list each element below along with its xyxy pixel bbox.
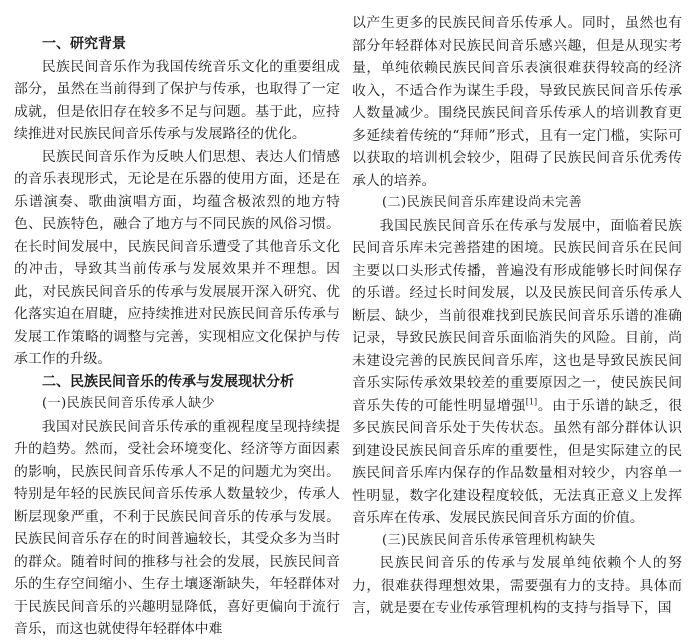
subsection-heading-inheritors: (一)民族民间音乐传承人缺少 xyxy=(42,396,216,411)
paragraph: 我国对民族民间音乐传承的重视程度呈现持续提升的趋势。然而，受社会环境变化、经济等方面因素的影响，民族民间音乐传承人不足的问题尤为突出。特别是年轻的民族民间音乐传承人数量较少，传承人断层现象严重，不利于民族民间音乐的传承与发展。民族民间音乐存在的时间普遍较长，其受众多为当时的群众。随着时间的推移与社会的发展，民族民间音乐的生存空间缩小、生存土壤逐渐缺失，年轻群体对于民族民间音乐的兴趣明显降低，喜好更偏向于流行音乐，而这也就使得年轻群体中难 xyxy=(14,418,340,637)
subsection-heading-music-library: (二)民族民间音乐库建设尚未完善 xyxy=(382,195,583,210)
section-heading-research-background: 一、研究背景 xyxy=(42,36,126,52)
section-heading-status-analysis: 二、民族民间音乐的传承与发展现状分析 xyxy=(42,373,294,390)
paragraph-text: 。由于乐谱的缺乏，很多民族民间音乐处于失传状态。虽然有部分群体认识到建设民族民间音乐库的重要性，但是实际建立的民族民间音乐库内保存的作品数量相对较少，内容单一性明显，数字化建设程度较低，无法真正意义上发挥音乐库在传承、发展民族民间音乐方面的价值。 xyxy=(352,397,682,526)
paragraph: 民族民间音乐作为我国传统音乐文化的重要组成部分，虽然在当前得到了保护与传承，也取得了一定成就，但是依旧存在较多不足与问题。基于此，应持续推进对民族民间音乐传承与发展路径的优化。 xyxy=(14,58,340,142)
right-column xyxy=(352,12,682,620)
paragraph: 民族民间音乐作为反映人们思想、表达人们情感的音乐表现形式，无论是在乐器的使用方面，还是在乐谱演奏、歌曲演唱方面，均蕴含极浓烈的地方特色、民族特色，融合了地方与不同民族的风俗习惯。在长时间发展中，民族民间音乐遭受了其他音乐文化的冲击，导致其当前传承与发展效果并不理想。因此，对民族民间音乐的传承与发展展开深入研究、优化落实迫在眉睫，应持续推进对民族民间音乐传承与发展工作策略的调整与完善，实现相应文化保护与传承工作的升级。 xyxy=(14,148,340,367)
paragraph-text: 我国民族民间音乐在传承与发展中，面临着民族民间音乐库未完善搭建的困境。民族民间音乐在民间主要以口头形式传播，普遍没有形成能够长时间保存的乐谱。经过长时间发展，以及民族民间音乐传承人断层、缺少，当前很难找到民族民间音乐乐谱的准确记录，导致民族民间音乐面临消失的风险。目前，尚未建设完善的民族民间音乐库，这也是导致民族民间音乐实际传承效果较差的重要原因之一，使民族民间音乐失传的可能性明显增强 xyxy=(352,217,682,414)
citation-ref: [1] xyxy=(525,396,538,406)
left-column xyxy=(14,33,340,641)
subsection-heading-management-agency: (三)民族民间音乐传承管理机构缺失 xyxy=(382,532,596,548)
paragraph: 民族民间音乐的传承与发展单纯依赖个人的努力，很难获得理想效果，需要强有力的支持。具体而言，就是要在专业传承管理机构的支持与指导下，国 xyxy=(352,555,682,616)
paragraph xyxy=(352,215,682,530)
paragraph-continued: 以产生更多的民族民间音乐传承人。同时，虽然也有部分年轻群体对民族民间音乐感兴趣，但是从现实考量，单纯依赖民族民间音乐表演很难获得较高的经济收入，不适合作为谋生手段，导致民族民间音乐传承人数量减少。围绕民族民间音乐传承人的培训教育更多延续着传统的“拜师”形式，且有一定门槛，实际可以获取的培训机会较少，阻碍了民族民间音乐优秀传承人的培养。 xyxy=(352,15,682,189)
